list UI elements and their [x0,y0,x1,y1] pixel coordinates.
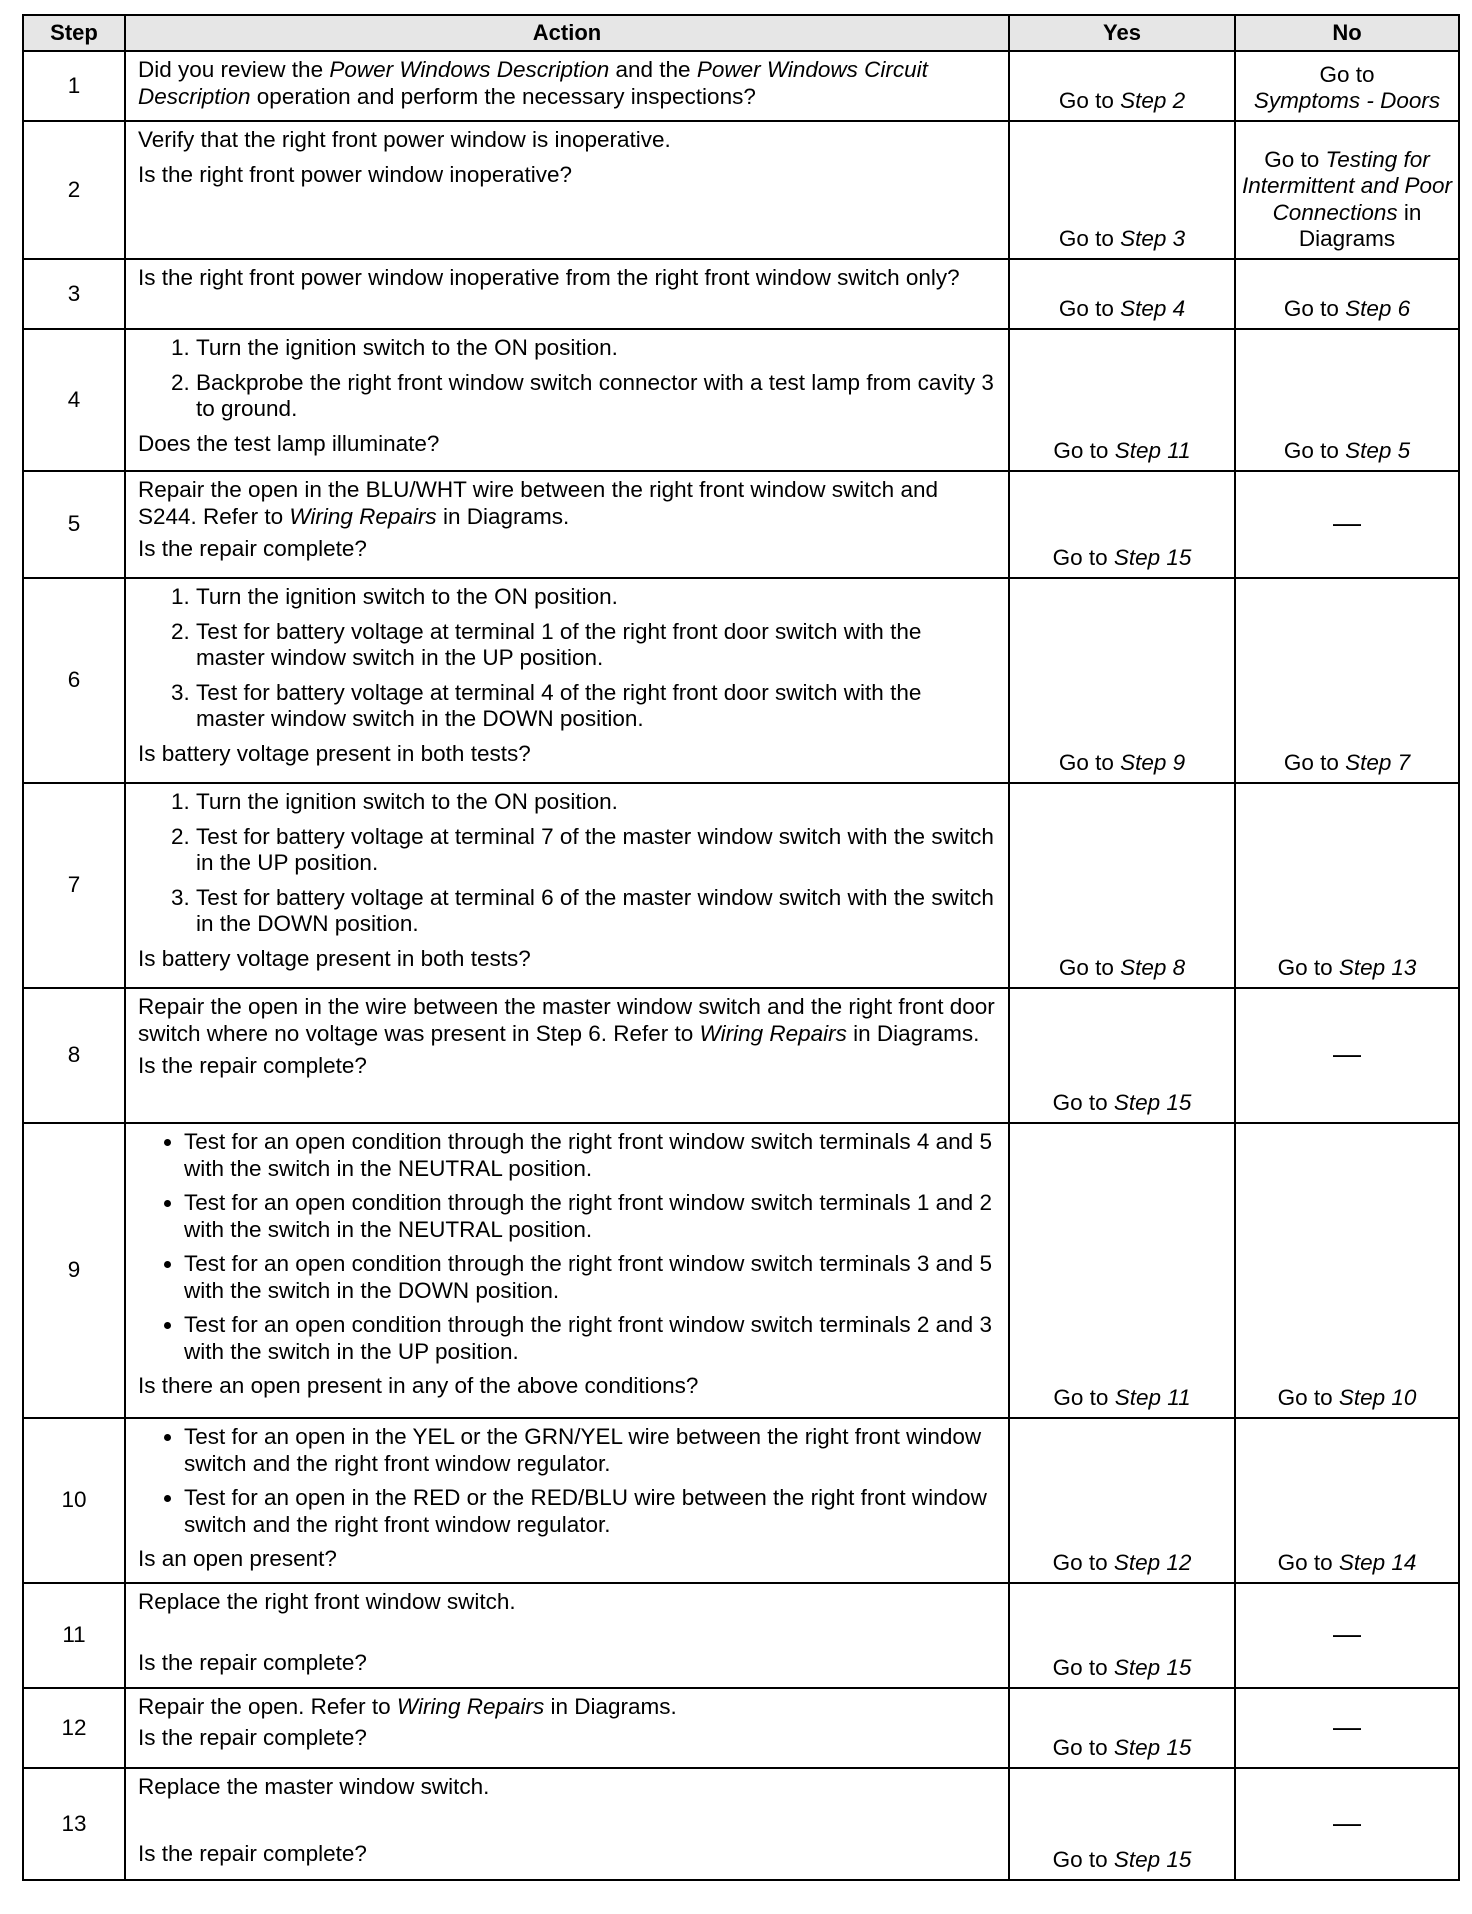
no-cell: Go to Step 10 [1235,1123,1459,1418]
no-cell: — [1235,471,1459,578]
step-number: 2 [23,121,125,259]
no-cell: Go to Symptoms - Doors [1235,51,1459,121]
list-item: 1. Turn the ignition switch to the ON position. [196,335,996,362]
step-number: 10 [23,1418,125,1583]
action-cell: • Test for an open in the YEL or the GRN/YEL wire between the right front window switch and the right front window regulator. • Test for an open in the RED or the RED/BLU wire between the right front window switch and the right front window regulator. Is an open present? [125,1418,1009,1583]
list-item: • Test for an open in the YEL or the GRN/YEL wire between the right front window switch and the right front window regulator. [184,1424,996,1477]
table-row [23,988,1459,1123]
table-row [23,121,1459,259]
table-row [23,578,1459,783]
step-number: 4 [23,329,125,471]
header-step: Step [23,15,125,51]
yes-cell: Go to Step 11 [1009,329,1235,471]
no-cell: Go to Step 5 [1235,329,1459,471]
table-row [23,1583,1459,1688]
step-number: 9 [23,1123,125,1418]
yes-cell: Go to Step 9 [1009,578,1235,783]
table-row [23,329,1459,471]
table-row [23,1418,1459,1583]
action-cell: Repair the open in the wire between the master window switch and the right front door switch where no voltage was present in Step 6. Refer to Wiring Repairs in Diagrams. Is the repair complete? [125,988,1009,1123]
yes-cell: Go to Step 11 [1009,1123,1235,1418]
no-cell: Go to Step 7 [1235,578,1459,783]
step-number: 13 [23,1768,125,1880]
step-number: 6 [23,578,125,783]
diagnostic-table [22,14,1460,1881]
header-action: Action [125,15,1009,51]
list-item: • Test for an open condition through the right front window switch terminals 3 and 5 with the switch in the DOWN position. [184,1251,996,1304]
no-cell: — [1235,1583,1459,1688]
action-cell: Repair the open in the BLU/WHT wire between the right front window switch and S244. Refer to Wiring Repairs in Diagrams. Is the repair complete? [125,471,1009,578]
step-number: 3 [23,259,125,329]
action-cell: Did you review the Power Windows Description and the Power Windows Circuit Description operation and perform the necessary inspections? [125,51,1009,121]
step-number: 5 [23,471,125,578]
step-number: 7 [23,783,125,988]
action-cell: 1. Turn the ignition switch to the ON position. 2. Test for battery voltage at terminal 7 of the master window switch with the switch in the UP position. 3. Test for battery voltage at terminal 6 of the master window switch with the switch in the DOWN position. Is battery voltage present in both tests? [125,783,1009,988]
yes-cell: Go to Step 4 [1009,259,1235,329]
table-row [23,1688,1459,1768]
action-cell: • Test for an open condition through the right front window switch terminals 4 and 5 with the switch in the NEUTRAL position. • Test for an open condition through the right front window switch terminals 1 and 2 with the switch in the NEUTRAL position. • Test for an open condition through the right front window switch terminals 3 and 5 with the switch in the DOWN position. • Test for an open condition through the right front window switch terminals 2 and 3 with the switch in the UP position. Is there an open present in any of the above conditions? [125,1123,1009,1418]
table-row [23,1123,1459,1418]
list-item: • Test for an open in the RED or the RED/BLU wire between the right front window switch and the right front window regulator. [184,1485,996,1538]
list-item: 3. Test for battery voltage at terminal 4 of the right front door switch with the master window switch in the DOWN position. [196,680,996,733]
yes-cell: Go to Step 3 [1009,121,1235,259]
no-cell: Go to Step 14 [1235,1418,1459,1583]
action-cell: Repair the open. Refer to Wiring Repairs in Diagrams. Is the repair complete? [125,1688,1009,1768]
table-row [23,783,1459,988]
no-cell: — [1235,988,1459,1123]
list-item: 2. Test for battery voltage at terminal 1 of the right front door switch with the master window switch in the UP position. [196,619,996,672]
header-no: No [1235,15,1459,51]
no-cell: Go to Step 6 [1235,259,1459,329]
list-item: 1. Turn the ignition switch to the ON position. [196,584,996,611]
yes-cell: Go to Step 15 [1009,988,1235,1123]
action-cell: Is the right front power window inoperative from the right front window switch only? [125,259,1009,329]
no-cell: — [1235,1768,1459,1880]
yes-cell: Go to Step 15 [1009,1583,1235,1688]
yes-cell: Go to Step 12 [1009,1418,1235,1583]
table-row [23,1768,1459,1880]
header-yes: Yes [1009,15,1235,51]
yes-cell: Go to Step 15 [1009,1768,1235,1880]
list-item: • Test for an open condition through the right front window switch terminals 2 and 3 with the switch in the UP position. [184,1312,996,1365]
list-item: • Test for an open condition through the right front window switch terminals 4 and 5 with the switch in the NEUTRAL position. [184,1129,996,1182]
list-item: 3. Test for battery voltage at terminal 6 of the master window switch with the switch in the DOWN position. [196,885,996,938]
step-number: 8 [23,988,125,1123]
no-cell: Go to Step 13 [1235,783,1459,988]
list-item: 2. Backprobe the right front window switch connector with a test lamp from cavity 3 to ground. [196,370,996,423]
table-row [23,471,1459,578]
list-item: 1. Turn the ignition switch to the ON position. [196,789,996,816]
step-number: 12 [23,1688,125,1768]
list-item: • Test for an open condition through the right front window switch terminals 1 and 2 with the switch in the NEUTRAL position. [184,1190,996,1243]
table-row [23,51,1459,121]
no-cell: Go to Testing for Intermittent and Poor Connections in Diagrams [1235,121,1459,259]
action-cell: Replace the right front window switch. Is the repair complete? [125,1583,1009,1688]
action-cell: 1. Turn the ignition switch to the ON position. 2. Test for battery voltage at terminal 1 of the right front door switch with the master window switch in the UP position. 3. Test for battery voltage at terminal 4 of the right front door switch with the master window switch in the DOWN position. Is battery voltage present in both tests? [125,578,1009,783]
no-cell: — [1235,1688,1459,1768]
action-cell: Replace the master window switch. Is the repair complete? [125,1768,1009,1880]
yes-cell: Go to Step 15 [1009,471,1235,578]
step-number: 1 [23,51,125,121]
step-number: 11 [23,1583,125,1688]
table-row [23,259,1459,329]
action-cell: Verify that the right front power window is inoperative. Is the right front power window inoperative? [125,121,1009,259]
list-item: 2. Test for battery voltage at terminal 7 of the master window switch with the switch in the UP position. [196,824,996,877]
action-cell: 1. Turn the ignition switch to the ON position. 2. Backprobe the right front window switch connector with a test lamp from cavity 3 to ground. Does the test lamp illuminate? [125,329,1009,471]
yes-cell: Go to Step 2 [1009,51,1235,121]
yes-cell: Go to Step 8 [1009,783,1235,988]
yes-cell: Go to Step 15 [1009,1688,1235,1768]
header-row [23,15,1459,51]
